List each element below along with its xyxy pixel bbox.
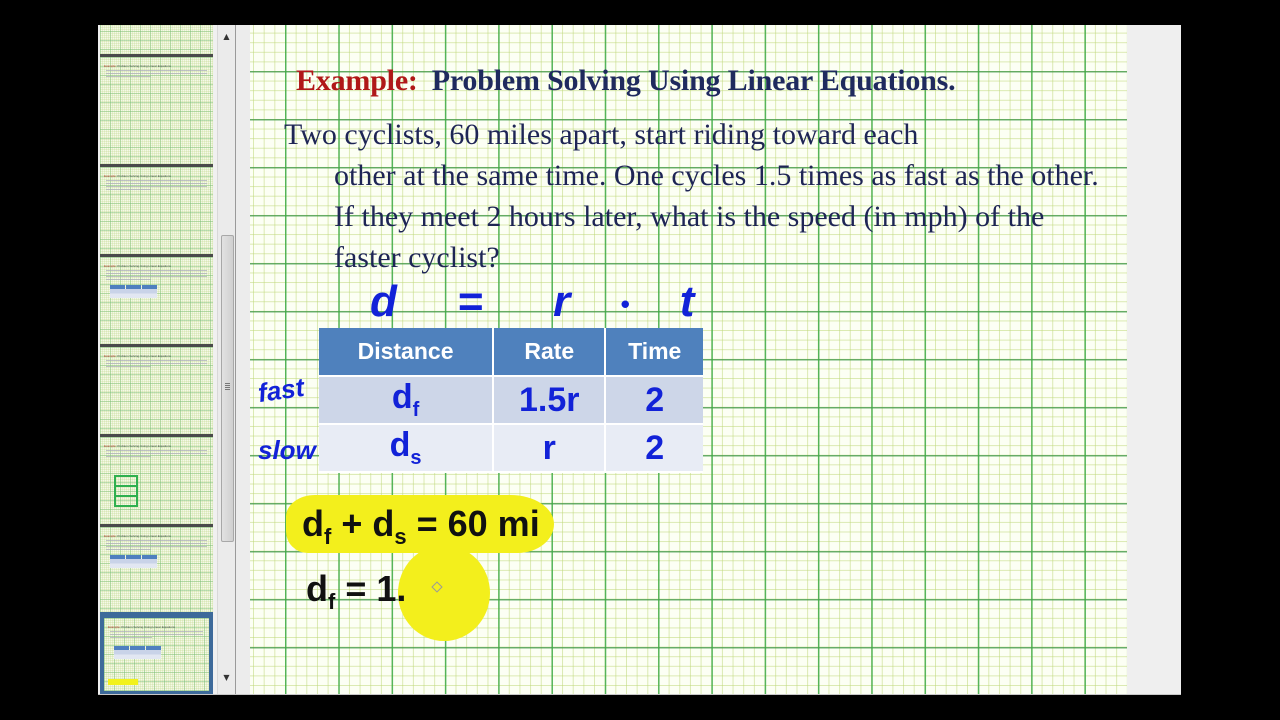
thumbnail-title: Example: Problem Solving Using Linear Equations [104,534,172,538]
slide-title [296,64,955,98]
thumbnail-list [98,25,216,695]
cell-distance: $d_f$ [319,376,493,424]
thumbnail-text-line [106,270,207,271]
thumbnail-title: Example: Problem Solving Using Linear Equations [108,625,176,629]
slide-thumbnail-3[interactable] [100,164,213,255]
thumbnail-text-line [106,549,151,550]
slide-editor-area [236,25,1181,695]
thumbnail-title: Example: Problem Solving Using Linear Equations [104,64,172,68]
slide-thumbnail-5[interactable] [100,344,213,435]
thumbnail-text-line [110,631,203,632]
table-row-fast [319,376,703,424]
formula-equals: = [457,277,483,326]
formula-r: r [553,277,571,326]
thumbnail-text-line [110,637,152,638]
thumbnail-text-line [106,360,207,361]
handwritten-formula [370,277,694,327]
thumbnail-text-line [106,279,151,280]
cell-time: 2 [605,376,703,424]
slide-editor-margin [1127,25,1181,695]
problem-first-line: Two cyclists, 60 miles apart, start riding toward each [284,118,919,151]
slide-canvas[interactable] [250,25,1127,695]
table-header-row [319,328,703,376]
thumbnail-table-header [114,646,209,650]
thumbnail-title: Example: Problem Solving Using Linear Equations [104,444,172,448]
thumbnail-text-line [106,456,151,457]
formula-t: t [679,277,695,326]
cell-distance: $d_s$ [319,424,493,472]
problem-remaining-text: other at the same time. One cycles 1.5 times as fast as the other. If they meet 2 hours later, what is the speed (in mph) of the faster cyclist? [334,159,1099,274]
thumbnail-title: Example: Problem Solving Using Linear Equations [104,354,172,358]
thumbnail-text-line [110,634,203,635]
thumbnail-text-line [106,76,151,77]
thumbnail-text-line [106,273,207,274]
handwritten-equation-df: $d_f = 1$. [306,568,407,615]
header-rate: Rate [493,328,605,376]
thumbnail-text-line [106,189,151,190]
problem-text [284,114,1104,278]
thumbnail-text-line [106,73,207,74]
cell-rate: r [493,424,605,472]
thumbnail-text-line [106,546,207,547]
thumbnail-scrollbar[interactable] [217,25,235,695]
thumbnail-text-line [106,183,207,184]
title-text: Problem Solving Using Linear Equations. [431,64,956,97]
ladder-drawing-icon [114,475,138,507]
header-time: Time [605,328,703,376]
formula-dot: • [620,288,630,319]
thumbnail-text-line [106,366,151,367]
formula-d: d [370,277,397,326]
thumbnail-highlight [108,679,138,685]
thumbnail-title: Example: Problem Solving Using Linear Equations [104,264,172,268]
title-label: Example: [296,64,418,97]
row-label-slow: slow [258,435,316,465]
thumbnail-text-line [106,276,207,277]
thumbnail-table-rows [114,650,161,659]
thumbnail-text-line [106,540,207,541]
scroll-up-icon[interactable]: ▲ [223,32,230,41]
thumbnail-table-header [110,285,213,289]
thumbnail-text-line [106,180,207,181]
yellow-highlight [398,545,490,641]
slide-thumbnail-4[interactable] [100,254,213,345]
window-bottom-border [98,694,1181,695]
presentation-window [98,25,1181,695]
scrollbar-thumb[interactable] [221,235,234,542]
thumbnail-table-rows [110,559,157,568]
thumbnail-text-line [106,70,207,71]
slide-thumbnail-7[interactable] [100,524,213,615]
table-row-slow [319,424,703,472]
grip-icon [225,383,230,391]
slide-thumbnail-6[interactable] [100,434,213,525]
thumbnail-text-line [106,543,207,544]
cell-rate: 1.5r [493,376,605,424]
slide-thumbnail-pane [98,25,236,695]
thumbnail-title: Example: Problem Solving Using Linear Equations [104,174,172,178]
scroll-down-icon[interactable]: ▼ [223,673,230,682]
handwritten-equation-sum: $d_f + d_s = 60$ mi [302,503,540,550]
header-distance: Distance [319,328,493,376]
slide-thumbnail-8-selected[interactable] [100,612,213,695]
row-label-fast: fast [256,371,307,409]
slide-thumbnail-2[interactable] [100,54,213,165]
thumbnail-text-line [106,453,207,454]
thumbnail-text-line [106,363,207,364]
thumbnail-text-line [106,450,207,451]
thumbnail-table-header [110,555,213,559]
drt-table [319,328,703,473]
cell-time: 2 [605,424,703,472]
thumbnail-table-rows [110,289,157,298]
thumbnail-text-line [106,186,207,187]
